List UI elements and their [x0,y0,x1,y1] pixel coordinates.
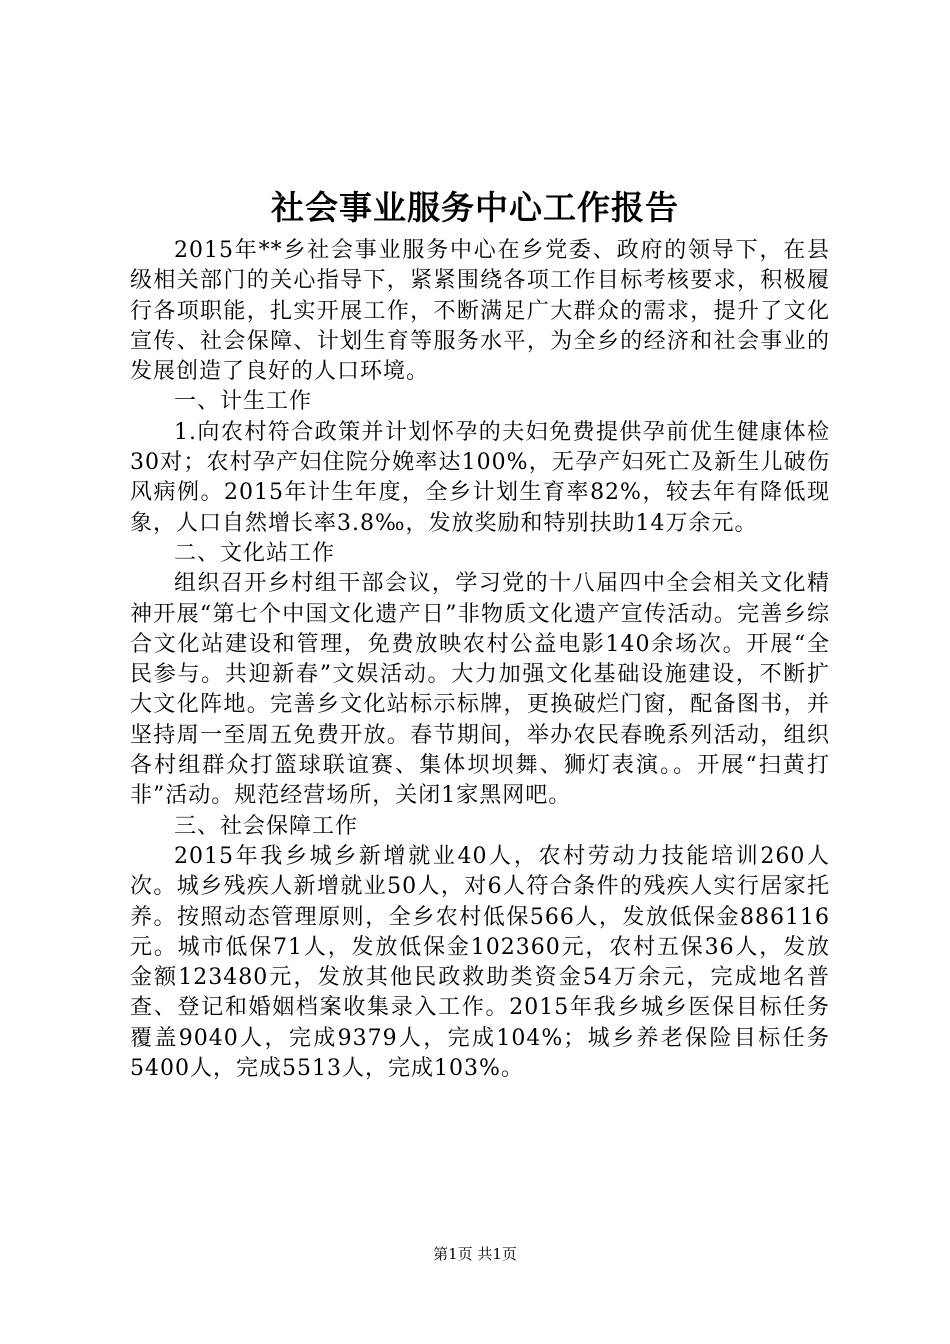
section-text-family-planning: 1.向农村符合政策并计划怀孕的夫妇免费提供孕前优生健康体检30对；农村孕产妇住院分娩率达100%，无孕产妇死亡及新生儿破伤风病例。2015年计生年度，全乡计划生育率82%，较去年有降低现象，人口自然增长率3.8‰，发放奖励和特别扶助14万余元。 [130,419,830,536]
section-heading-family-planning: 一、计生工作 [174,389,313,415]
section-text-social-security: 2015年我乡城乡新增就业40人，农村劳动力技能培训260人次。城乡残疾人新增就业50人，对6人符合条件的残疾人实行居家托养。按照动态管理原则，全乡农村低保566人，发放低保金886116元。城市低保71人，发放低保金102360元，农村五保36人，发放金额123480元，发放其他民政救助类资金54万余元，完成地名普查、登记和婚姻档案收集录入工作。2015年我乡城乡医保目标任务覆盖9040人，完成9379人，完成104%；城乡养老保险目标任务5400人，完成5513人，完成103%。 [130,843,830,1082]
page-number-footer: 第1页 共1页 [433,1245,517,1263]
section-text-culture-station: 组织召开乡村组干部会议，学习党的十八届四中全会相关文化精神开展“第七个中国文化遗产日”非物质文化遗产宣传活动。完善乡综合文化站建设和管理，免费放映农村公益电影140余场次。开展“全民参与。共迎新春”文娱活动。大力加强文化基础设施建设，不断扩大文化阵地。完善乡文化站标示标牌，更换破烂门窗，配备图书，并坚持周一至周五免费开放。春节期间，举办农民春晚系列活动，组织各村组群众打篮球联谊赛、集体坝坝舞、狮灯表演。。开展“扫黄打非”活动。规范经营场所，关闭1家黑网吧。 [130,571,830,809]
document-title: 社会事业服务中心工作报告 [271,188,679,227]
section-heading-culture-station: 二、文化站工作 [174,540,336,566]
document-body [130,236,830,1084]
section-heading-social-security: 三、社会保障工作 [174,813,359,839]
intro-paragraph: 2015年**乡社会事业服务中心在乡党委、政府的领导下，在县级相关部门的关心指导下，紧紧围绕各项工作目标考核要求，积极履行各项职能，扎实开展工作，不断满足广大群众的需求，提升了文化宣传、社会保障、计划生育等服务水平，为全乡的经济和社会事业的发展创造了良好的人口环境。 [130,238,830,385]
